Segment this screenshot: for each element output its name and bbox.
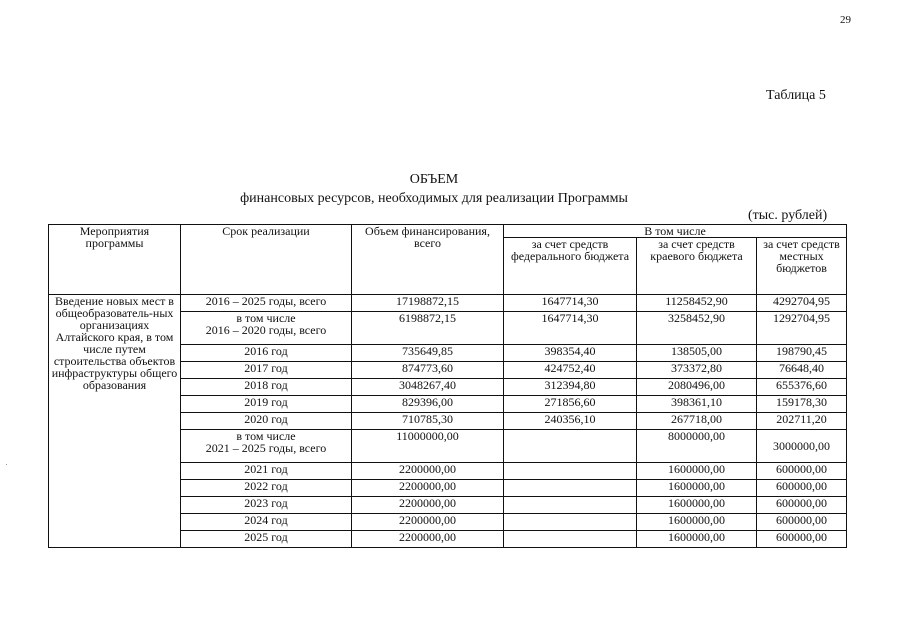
cell-regional: 1600000,00 bbox=[637, 463, 757, 480]
cell-regional: 2080496,00 bbox=[637, 379, 757, 396]
cell-federal: 240356,10 bbox=[504, 413, 637, 430]
cell-local: 159178,30 bbox=[757, 396, 847, 413]
cell-total: 2200000,00 bbox=[352, 514, 504, 531]
cell-federal: 1647714,30 bbox=[504, 295, 637, 312]
cell-total: 11000000,00 bbox=[352, 430, 504, 463]
cell-local: 600000,00 bbox=[757, 480, 847, 497]
cell-total: 2200000,00 bbox=[352, 480, 504, 497]
title-line-2: финансовых ресурсов, необходимых для реализации Программы bbox=[240, 191, 628, 206]
cell-regional: 3258452,90 bbox=[637, 312, 757, 345]
cell-total: 3048267,40 bbox=[352, 379, 504, 396]
title-line-1: ОБЪЕМ bbox=[409, 172, 459, 187]
cell-period: 2018 год bbox=[181, 379, 352, 396]
cell-total: 710785,30 bbox=[352, 413, 504, 430]
cell-regional: 1600000,00 bbox=[637, 480, 757, 497]
cell-total: 6198872,15 bbox=[352, 312, 504, 345]
cell-federal bbox=[504, 514, 637, 531]
cell-period: 2025 год bbox=[181, 531, 352, 548]
cell-local: 600000,00 bbox=[757, 463, 847, 480]
cell-period: 2020 год bbox=[181, 413, 352, 430]
cell-local: 4292704,95 bbox=[757, 295, 847, 312]
document-title bbox=[0, 170, 868, 208]
cell-federal: 1647714,30 bbox=[504, 312, 637, 345]
cell-federal bbox=[504, 531, 637, 548]
cell-total: 2200000,00 bbox=[352, 497, 504, 514]
cell-local: 600000,00 bbox=[757, 497, 847, 514]
period-line-2: 2016 – 2020 годы, всего bbox=[205, 323, 327, 337]
cell-period: 2016 – 2025 годы, всего bbox=[181, 295, 352, 312]
cell-local: 655376,60 bbox=[757, 379, 847, 396]
header-local: за счет средств местных бюджетов bbox=[757, 238, 847, 295]
cell-total: 2200000,00 bbox=[352, 463, 504, 480]
activity-name: Введение новых мест в общеобразователь-ных организациях Алтайского края, в том числе путем строительства объектов инфраструктуры общего образования bbox=[49, 295, 181, 548]
header-total: Объем финансирования, всего bbox=[352, 225, 504, 295]
cell-period bbox=[181, 312, 352, 345]
cell-regional: 1600000,00 bbox=[637, 514, 757, 531]
period-line-2: 2021 – 2025 годы, всего bbox=[205, 441, 327, 455]
cell-federal: 398354,40 bbox=[504, 345, 637, 362]
header-period: Срок реализации bbox=[181, 225, 352, 295]
table-row bbox=[49, 295, 847, 312]
cell-period bbox=[181, 430, 352, 463]
header-federal: за счет средств федерального бюджета bbox=[504, 238, 637, 295]
table-label: Таблица 5 bbox=[766, 88, 826, 103]
cell-federal bbox=[504, 430, 637, 463]
cell-regional: 1600000,00 bbox=[637, 531, 757, 548]
cell-local: 76648,40 bbox=[757, 362, 847, 379]
cell-federal bbox=[504, 480, 637, 497]
scan-speck bbox=[6, 464, 7, 465]
header-including: В том числе bbox=[504, 225, 847, 238]
cell-regional: 138505,00 bbox=[637, 345, 757, 362]
cell-total: 2200000,00 bbox=[352, 531, 504, 548]
cell-regional: 398361,10 bbox=[637, 396, 757, 413]
cell-period: 2017 год bbox=[181, 362, 352, 379]
cell-regional: 8000000,00 bbox=[637, 430, 757, 463]
cell-local: 600000,00 bbox=[757, 514, 847, 531]
financing-table bbox=[48, 224, 847, 548]
cell-regional: 373372,80 bbox=[637, 362, 757, 379]
cell-federal: 312394,80 bbox=[504, 379, 637, 396]
cell-federal bbox=[504, 497, 637, 514]
cell-period: 2019 год bbox=[181, 396, 352, 413]
cell-regional: 11258452,90 bbox=[637, 295, 757, 312]
units-note: (тыс. рублей) bbox=[748, 208, 828, 223]
header-activity: Мероприятия программы bbox=[49, 225, 181, 295]
cell-period: 2016 год bbox=[181, 345, 352, 362]
period-line-1: в том числе bbox=[236, 311, 296, 325]
cell-period: 2023 год bbox=[181, 497, 352, 514]
cell-local: 3000000,00 bbox=[757, 430, 847, 463]
cell-local: 600000,00 bbox=[757, 531, 847, 548]
cell-federal: 271856,60 bbox=[504, 396, 637, 413]
cell-local: 1292704,95 bbox=[757, 312, 847, 345]
cell-regional: 267718,00 bbox=[637, 413, 757, 430]
cell-period: 2022 год bbox=[181, 480, 352, 497]
cell-period: 2021 год bbox=[181, 463, 352, 480]
cell-federal bbox=[504, 463, 637, 480]
cell-total: 829396,00 bbox=[352, 396, 504, 413]
period-line-1: в том числе bbox=[236, 429, 296, 443]
cell-local: 202711,20 bbox=[757, 413, 847, 430]
cell-period: 2024 год bbox=[181, 514, 352, 531]
header-regional: за счет средств краевого бюджета bbox=[637, 238, 757, 295]
cell-local: 198790,45 bbox=[757, 345, 847, 362]
cell-federal: 424752,40 bbox=[504, 362, 637, 379]
cell-regional: 1600000,00 bbox=[637, 497, 757, 514]
cell-total: 874773,60 bbox=[352, 362, 504, 379]
cell-total: 17198872,15 bbox=[352, 295, 504, 312]
cell-total: 735649,85 bbox=[352, 345, 504, 362]
page-number: 29 bbox=[840, 14, 851, 26]
